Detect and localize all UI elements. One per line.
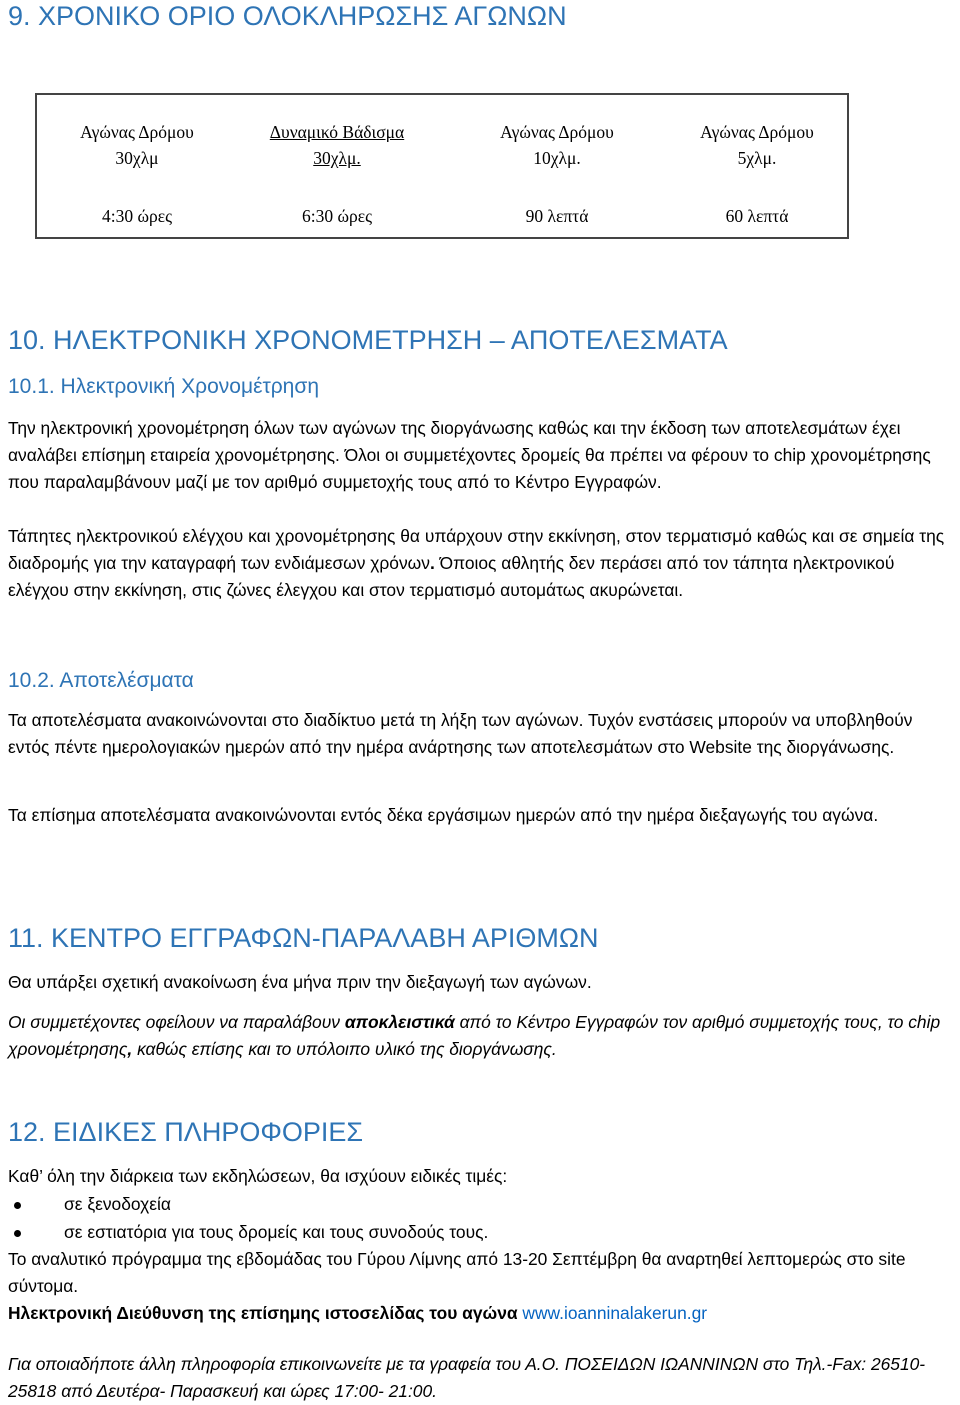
subsection-10-2-title: 10.2. Αποτελέσματα xyxy=(8,669,194,692)
race-name: Αγώνας Δρόμου 5χλμ. xyxy=(700,122,814,168)
section-12-title: 12. ΕΙΔΙΚΕΣ ΠΛΗΡΟΦΟΡΙΕΣ xyxy=(8,1117,364,1147)
official-website-line xyxy=(8,1300,956,1327)
results-paragraph: Τα αποτελέσματα ανακοινώνονται στο διαδίκτυο μετά τη λήξη των αγώνων. Τυχόν ενστάσεις μπορούν να υποβληθούν εντός πέντε ημερολογιακών ημερών από την ημέρα ανάρτησης των αποτελεσμάτων στο Website της διοργάνωσης. xyxy=(8,710,913,757)
race-time-limit: 4:30 ώρες xyxy=(101,206,173,226)
bullet-icon xyxy=(14,1230,21,1237)
section-10-title: 10. ΗΛΕΚΤΡΟΝΙΚΗ ΧΡΟΝΟΜΕΤΡΗΣΗ – ΑΠΟΤΕΛΕΣΜΑΤΑ xyxy=(8,325,728,355)
race-time-limit: 90 λεπτά xyxy=(525,206,589,226)
race-name: Δυναμικό Βάδισμα 30χλμ. xyxy=(269,122,405,168)
race-time-limit: 6:30 ώρες xyxy=(301,206,373,226)
website-label: Ηλεκτρονική Διεύθυνση της επίσημης ιστοσελίδας του αγώνα xyxy=(8,1303,518,1323)
schedule-paragraph: Το αναλυτικό πρόγραμμα της εβδομάδας του Γύρου Λίμνης από 13-20 Σεπτέμβρη θα αναρτηθεί λεπτομερώς στο site σύντομα. xyxy=(8,1249,906,1296)
special-prices-intro: Καθ’ όλη την διάρκεια των εκδηλώσεων, θα ισχύουν ειδικές τιμές: xyxy=(8,1166,508,1186)
race-time-limit: 60 λεπτά xyxy=(725,206,789,226)
website-link[interactable]: www.ioanninalakerun.gr xyxy=(522,1303,708,1323)
registration-announcement: Θα υπάρξει σχετική ανακοίνωση ένα μήνα πριν την διεξαγωγή των αγώνων. xyxy=(8,972,592,992)
subsection-10-1-title: 10.1. Ηλεκτρονική Χρονομέτρηση xyxy=(8,375,320,398)
official-results-paragraph: Τα επίσημα αποτελέσματα ανακοινώνονται εντός δέκα εργάσιμων ημερών από την ημέρα διεξαγωγής του αγώνα. xyxy=(8,805,879,825)
race-name: Αγώνας Δρόμου 30χλμ xyxy=(80,122,194,168)
time-limits-table xyxy=(35,93,849,239)
race-name: Αγώνας Δρόμου 10χλμ. xyxy=(500,122,614,168)
bullet-icon xyxy=(14,1202,21,1209)
section-11-title: 11. ΚΕΝΤΡΟ ΕΓΓΡΑΦΩΝ-ΠΑΡΑΛΑΒΗ ΑΡΙΘΜΩΝ xyxy=(8,923,599,953)
timing-paragraph: Την ηλεκτρονική χρονομέτρηση όλων των αγώνων της διοργάνωσης καθώς και την έκδοση των αποτελεσμάτων έχει αναλάβει επίσημη εταιρεία χρονομέτρησης. Όλοι οι συμμετέχοντες δρομείς θα πρέπει να φέρουν το chip χρονομέτρησης που παραλαμβάνουν μαζί με τον αριθμό συμμετοχής τους από το Κέντρο Εγγραφών. xyxy=(8,418,931,492)
registration-pickup-paragraph: Οι συμμετέχοντες οφείλουν να παραλάβουν αποκλειστικά από το Κέντρο Εγγραφών τον αριθμό συμμετοχής τους, το chip χρονομέτρησης, καθώς επίσης και το υπόλοιπο υλικό της διοργάνωσης. xyxy=(8,1012,941,1059)
section-9-title: 9. ΧΡΟΝΙΚΟ ΟΡΙΟ ΟΛΟΚΛΗΡΩΣΗΣ ΑΓΩΝΩΝ xyxy=(8,1,567,31)
contact-paragraph: Για οποιαδήποτε άλλη πληροφορία επικοινωνείτε με τα γραφεία του Α.Ο. ΠΟΣΕΙΔΩΝ ΙΩΑΝΝΙΝΩΝ στο Τηλ.-Fax: 26510-25818 από Δευτέρα- Παρασκευή και ώρες 17:00- 21:00. xyxy=(8,1354,926,1401)
timing-mats-paragraph: Τάπητες ηλεκτρονικού ελέγχου και χρονομέτρησης θα υπάρχουν στην εκκίνηση, στον τερματισμό καθώς και σε σημεία της διαδρομής για την καταγραφή των ενδιάμεσων χρόνων. Όποιος αθλητής δεν περάσει από τον τάπητα ηλεκτρονικού ελέγχου στην εκκίνηση, στις ζώνες έλεγχου και στον τερματισμό αυτομάτως ακυρώνεται. xyxy=(8,526,945,600)
